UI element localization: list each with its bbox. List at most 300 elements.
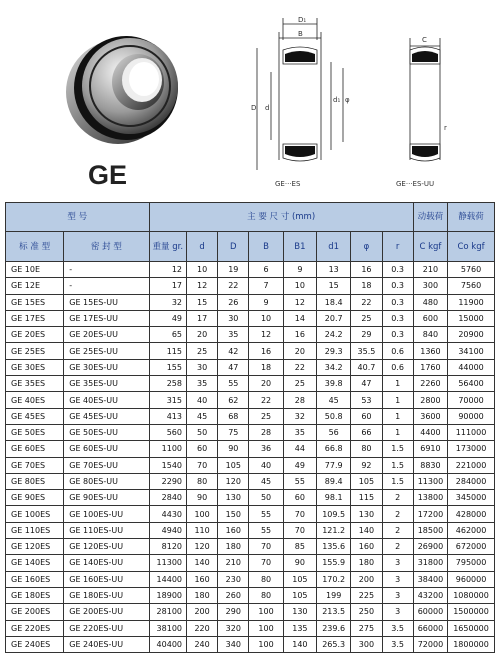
- cell-r: 2: [382, 539, 413, 555]
- table-row: [6, 571, 495, 587]
- dim-label-r: r: [444, 124, 447, 132]
- cell-r: 0.3: [382, 278, 413, 294]
- cell-std: GE 100ES: [6, 506, 64, 522]
- cell-co: 34100: [448, 343, 495, 359]
- cell-B1: 22: [283, 359, 316, 375]
- cell-D: 105: [218, 457, 249, 473]
- cell-d1: 213.5: [317, 604, 351, 620]
- cell-phi: 130: [351, 506, 382, 522]
- cell-B: 25: [249, 408, 283, 424]
- cell-c: 66000: [413, 620, 447, 636]
- cell-d1: 170.2: [317, 571, 351, 587]
- cell-phi: 35.5: [351, 343, 382, 359]
- cell-std: GE 10E: [6, 262, 64, 278]
- table-row: [6, 392, 495, 408]
- cell-d1: 239.6: [317, 620, 351, 636]
- cell-D: 26: [218, 294, 249, 310]
- cell-std: GE 180ES: [6, 587, 64, 603]
- cell-B: 18: [249, 359, 283, 375]
- cell-B: 20: [249, 376, 283, 392]
- cell-seal: GE 15ES-UU: [64, 294, 149, 310]
- cell-d1: 66.8: [317, 441, 351, 457]
- cell-d: 20: [187, 327, 218, 343]
- cell-B: 22: [249, 392, 283, 408]
- table-row: [6, 310, 495, 326]
- cell-B1: 70: [283, 522, 316, 538]
- cell-seal: GE 17ES-UU: [64, 310, 149, 326]
- cell-c: 6910: [413, 441, 447, 457]
- cell-std: GE 220ES: [6, 620, 64, 636]
- cell-d: 40: [187, 392, 218, 408]
- cell-w: 2290: [149, 473, 186, 489]
- table-row: [6, 604, 495, 620]
- cell-std: GE 12E: [6, 278, 64, 294]
- cell-co: 462000: [448, 522, 495, 538]
- cell-co: 20900: [448, 327, 495, 343]
- drawing-ge-es: [245, 10, 355, 190]
- table-row: [6, 522, 495, 538]
- cell-co: 795000: [448, 555, 495, 571]
- cell-d1: 50.8: [317, 408, 351, 424]
- table-row: [6, 278, 495, 294]
- cell-co: 1080000: [448, 587, 495, 603]
- cell-c: 1360: [413, 343, 447, 359]
- table-row: [6, 376, 495, 392]
- cell-D: 47: [218, 359, 249, 375]
- dim-label-b: B: [298, 30, 303, 38]
- col-B: B: [249, 232, 283, 262]
- cell-std: GE 90ES: [6, 490, 64, 506]
- cell-co: 221000: [448, 457, 495, 473]
- cell-B: 40: [249, 457, 283, 473]
- cell-D: 120: [218, 473, 249, 489]
- cell-co: 7560: [448, 278, 495, 294]
- bearing-photo: [60, 10, 190, 155]
- col-sealed: 密 封 型: [64, 232, 149, 262]
- cell-c: 38400: [413, 571, 447, 587]
- cell-B1: 70: [283, 506, 316, 522]
- cell-r: 3: [382, 571, 413, 587]
- cell-d: 50: [187, 424, 218, 440]
- cell-c: 13800: [413, 490, 447, 506]
- cell-seal: GE 45ES-UU: [64, 408, 149, 424]
- cell-std: GE 70ES: [6, 457, 64, 473]
- cell-phi: 66: [351, 424, 382, 440]
- cell-B1: 105: [283, 571, 316, 587]
- dim-label-phi: φ: [345, 96, 350, 104]
- cell-w: 8120: [149, 539, 186, 555]
- cell-w: 258: [149, 376, 186, 392]
- cell-B: 70: [249, 555, 283, 571]
- cell-d: 25: [187, 343, 218, 359]
- cell-d1: 199: [317, 587, 351, 603]
- cell-r: 1.5: [382, 441, 413, 457]
- cell-D: 320: [218, 620, 249, 636]
- cell-co: 1500000: [448, 604, 495, 620]
- cell-B1: 32: [283, 408, 316, 424]
- cell-co: 428000: [448, 506, 495, 522]
- cell-D: 30: [218, 310, 249, 326]
- table-row: [6, 620, 495, 636]
- cell-d: 100: [187, 506, 218, 522]
- cell-seal: GE 90ES-UU: [64, 490, 149, 506]
- cell-w: 38100: [149, 620, 186, 636]
- cell-B1: 25: [283, 376, 316, 392]
- cell-w: 2840: [149, 490, 186, 506]
- cell-std: GE 140ES: [6, 555, 64, 571]
- cell-d: 140: [187, 555, 218, 571]
- table-row: [6, 636, 495, 652]
- cell-seal: -: [64, 262, 149, 278]
- cell-std: GE 160ES: [6, 571, 64, 587]
- cell-phi: 115: [351, 490, 382, 506]
- cell-c: 2260: [413, 376, 447, 392]
- cell-B1: 55: [283, 473, 316, 489]
- table-row: [6, 441, 495, 457]
- cell-c: 300: [413, 278, 447, 294]
- cell-D: 62: [218, 392, 249, 408]
- cell-std: GE 110ES: [6, 522, 64, 538]
- cell-r: 2: [382, 522, 413, 538]
- cell-d1: 15: [317, 278, 351, 294]
- cell-w: 65: [149, 327, 186, 343]
- product-title: GE: [88, 160, 128, 190]
- cell-B1: 49: [283, 457, 316, 473]
- cell-w: 49: [149, 310, 186, 326]
- cell-r: 1.5: [382, 473, 413, 489]
- cell-d1: 77.9: [317, 457, 351, 473]
- cell-c: 11300: [413, 473, 447, 489]
- col-D: D: [218, 232, 249, 262]
- cell-d: 45: [187, 408, 218, 424]
- cell-w: 11300: [149, 555, 186, 571]
- cell-r: 2: [382, 490, 413, 506]
- cell-D: 260: [218, 587, 249, 603]
- cell-d: 60: [187, 441, 218, 457]
- cell-r: 0.3: [382, 294, 413, 310]
- cell-r: 1.5: [382, 457, 413, 473]
- cell-co: 111000: [448, 424, 495, 440]
- cell-d1: 56: [317, 424, 351, 440]
- cell-std: GE 60ES: [6, 441, 64, 457]
- cell-d: 17: [187, 310, 218, 326]
- cell-std: GE 35ES: [6, 376, 64, 392]
- cell-B: 28: [249, 424, 283, 440]
- cell-B: 55: [249, 522, 283, 538]
- cell-w: 1100: [149, 441, 186, 457]
- cell-phi: 29: [351, 327, 382, 343]
- cell-r: 0.3: [382, 262, 413, 278]
- table-row: [6, 539, 495, 555]
- cell-B1: 44: [283, 441, 316, 457]
- cell-D: 42: [218, 343, 249, 359]
- cell-seal: GE 20ES-UU: [64, 327, 149, 343]
- cell-w: 115: [149, 343, 186, 359]
- cell-co: 284000: [448, 473, 495, 489]
- table-row: [6, 490, 495, 506]
- cell-d: 110: [187, 522, 218, 538]
- cell-seal: GE 220ES-UU: [64, 620, 149, 636]
- table-row: [6, 327, 495, 343]
- cell-w: 413: [149, 408, 186, 424]
- cell-B1: 105: [283, 587, 316, 603]
- table-row: [6, 359, 495, 375]
- cell-co: 173000: [448, 441, 495, 457]
- cell-d1: 39.8: [317, 376, 351, 392]
- cell-d: 30: [187, 359, 218, 375]
- cell-d1: 20.7: [317, 310, 351, 326]
- cell-d: 180: [187, 587, 218, 603]
- cell-d1: 155.9: [317, 555, 351, 571]
- cell-B: 9: [249, 294, 283, 310]
- cell-phi: 22: [351, 294, 382, 310]
- dim-label-d1-top: D₁: [298, 16, 307, 24]
- cell-w: 4940: [149, 522, 186, 538]
- table-row: [6, 457, 495, 473]
- cell-c: 60000: [413, 604, 447, 620]
- cell-std: GE 25ES: [6, 343, 64, 359]
- cell-B1: 14: [283, 310, 316, 326]
- cell-r: 3: [382, 555, 413, 571]
- cell-B: 80: [249, 587, 283, 603]
- spec-table: [5, 202, 495, 653]
- cell-std: GE 45ES: [6, 408, 64, 424]
- cell-B1: 12: [283, 294, 316, 310]
- cell-seal: GE 120ES-UU: [64, 539, 149, 555]
- cell-B: 6: [249, 262, 283, 278]
- cell-B: 70: [249, 539, 283, 555]
- cell-w: 1540: [149, 457, 186, 473]
- cell-co: 15000: [448, 310, 495, 326]
- cell-r: 1: [382, 392, 413, 408]
- cell-B1: 90: [283, 555, 316, 571]
- cell-D: 210: [218, 555, 249, 571]
- cell-co: 56400: [448, 376, 495, 392]
- header-static-load: 静载荷: [448, 203, 495, 232]
- cell-seal: -: [64, 278, 149, 294]
- table-row: [6, 343, 495, 359]
- cell-B1: 85: [283, 539, 316, 555]
- cell-d: 120: [187, 539, 218, 555]
- cell-B: 100: [249, 604, 283, 620]
- cell-std: GE 15ES: [6, 294, 64, 310]
- cell-r: 2: [382, 506, 413, 522]
- cell-d1: 24.2: [317, 327, 351, 343]
- cell-c: 3600: [413, 408, 447, 424]
- cell-B1: 130: [283, 604, 316, 620]
- cell-w: 18900: [149, 587, 186, 603]
- cell-co: 672000: [448, 539, 495, 555]
- cell-r: 0.6: [382, 343, 413, 359]
- table-row: [6, 424, 495, 440]
- cell-co: 345000: [448, 490, 495, 506]
- cell-d1: 121.2: [317, 522, 351, 538]
- cell-B: 12: [249, 327, 283, 343]
- col-r: r: [382, 232, 413, 262]
- cell-phi: 200: [351, 571, 382, 587]
- cell-std: GE 80ES: [6, 473, 64, 489]
- cell-c: 840: [413, 327, 447, 343]
- cell-D: 340: [218, 636, 249, 652]
- cell-phi: 60: [351, 408, 382, 424]
- col-weight: 重量 gr.: [149, 232, 186, 262]
- cell-std: GE 30ES: [6, 359, 64, 375]
- cell-c: 210: [413, 262, 447, 278]
- cell-phi: 250: [351, 604, 382, 620]
- cell-r: 0.6: [382, 359, 413, 375]
- cell-seal: GE 200ES-UU: [64, 604, 149, 620]
- cell-r: 1: [382, 408, 413, 424]
- cell-D: 35: [218, 327, 249, 343]
- cell-D: 180: [218, 539, 249, 555]
- cell-std: GE 50ES: [6, 424, 64, 440]
- cell-B: 55: [249, 506, 283, 522]
- cell-phi: 300: [351, 636, 382, 652]
- cell-c: 480: [413, 294, 447, 310]
- cell-d: 15: [187, 294, 218, 310]
- cell-seal: GE 80ES-UU: [64, 473, 149, 489]
- cell-seal: GE 50ES-UU: [64, 424, 149, 440]
- cell-phi: 18: [351, 278, 382, 294]
- table-row: [6, 555, 495, 571]
- cell-d: 160: [187, 571, 218, 587]
- cell-seal: GE 60ES-UU: [64, 441, 149, 457]
- cell-d1: 34.2: [317, 359, 351, 375]
- cell-c: 43200: [413, 587, 447, 603]
- cell-r: 3: [382, 587, 413, 603]
- cell-co: 5760: [448, 262, 495, 278]
- cell-D: 55: [218, 376, 249, 392]
- cell-co: 44000: [448, 359, 495, 375]
- cell-d1: 109.5: [317, 506, 351, 522]
- cell-c: 72000: [413, 636, 447, 652]
- dim-label-c: C: [422, 36, 427, 44]
- cell-d: 35: [187, 376, 218, 392]
- cell-phi: 92: [351, 457, 382, 473]
- drawing-ge-es-uu: [388, 10, 468, 190]
- cell-r: 1: [382, 424, 413, 440]
- cell-B1: 35: [283, 424, 316, 440]
- cell-d: 220: [187, 620, 218, 636]
- cell-d1: 135.6: [317, 539, 351, 555]
- cell-w: 14400: [149, 571, 186, 587]
- cell-r: 3: [382, 604, 413, 620]
- col-phi: φ: [351, 232, 382, 262]
- cell-seal: GE 30ES-UU: [64, 359, 149, 375]
- header-dynamic-load: 动载荷: [413, 203, 447, 232]
- col-co: Co kgf: [448, 232, 495, 262]
- cell-B: 100: [249, 620, 283, 636]
- dim-label-D: D: [251, 104, 257, 112]
- cell-w: 32: [149, 294, 186, 310]
- cell-seal: GE 25ES-UU: [64, 343, 149, 359]
- cell-seal: GE 35ES-UU: [64, 376, 149, 392]
- cell-d: 200: [187, 604, 218, 620]
- cell-seal: GE 100ES-UU: [64, 506, 149, 522]
- cell-phi: 25: [351, 310, 382, 326]
- cell-c: 17200: [413, 506, 447, 522]
- cell-std: GE 20ES: [6, 327, 64, 343]
- cell-B1: 20: [283, 343, 316, 359]
- cell-phi: 105: [351, 473, 382, 489]
- cell-B: 50: [249, 490, 283, 506]
- cell-B1: 16: [283, 327, 316, 343]
- cell-B: 45: [249, 473, 283, 489]
- table-row: [6, 408, 495, 424]
- cell-w: 315: [149, 392, 186, 408]
- cell-w: 560: [149, 424, 186, 440]
- cell-phi: 16: [351, 262, 382, 278]
- cell-seal: GE 140ES-UU: [64, 555, 149, 571]
- col-c: C kgf: [413, 232, 447, 262]
- cell-seal: GE 40ES-UU: [64, 392, 149, 408]
- table-row: [6, 294, 495, 310]
- col-d: d: [187, 232, 218, 262]
- cell-w: 17: [149, 278, 186, 294]
- cell-D: 160: [218, 522, 249, 538]
- cell-phi: 140: [351, 522, 382, 538]
- cell-seal: GE 180ES-UU: [64, 587, 149, 603]
- cell-seal: GE 70ES-UU: [64, 457, 149, 473]
- cell-co: 960000: [448, 571, 495, 587]
- product-header: [0, 0, 500, 202]
- cell-seal: GE 240ES-UU: [64, 636, 149, 652]
- cell-B: 80: [249, 571, 283, 587]
- cell-B: 16: [249, 343, 283, 359]
- table-row: [6, 262, 495, 278]
- cell-B: 7: [249, 278, 283, 294]
- cell-c: 1760: [413, 359, 447, 375]
- cell-phi: 275: [351, 620, 382, 636]
- cell-seal: GE 110ES-UU: [64, 522, 149, 538]
- cell-w: 40400: [149, 636, 186, 652]
- cell-d: 70: [187, 457, 218, 473]
- cell-seal: GE 160ES-UU: [64, 571, 149, 587]
- cell-std: GE 120ES: [6, 539, 64, 555]
- cell-D: 130: [218, 490, 249, 506]
- cell-d: 80: [187, 473, 218, 489]
- cell-co: 90000: [448, 408, 495, 424]
- cell-d1: 29.3: [317, 343, 351, 359]
- cell-c: 600: [413, 310, 447, 326]
- caption-ge-es: GE···ES: [275, 180, 301, 188]
- cell-std: GE 200ES: [6, 604, 64, 620]
- cell-c: 8830: [413, 457, 447, 473]
- cell-B: 10: [249, 310, 283, 326]
- col-d1: d1: [317, 232, 351, 262]
- cell-d: 240: [187, 636, 218, 652]
- table-row: [6, 473, 495, 489]
- cell-r: 3.5: [382, 636, 413, 652]
- cell-c: 26900: [413, 539, 447, 555]
- cell-d1: 265.3: [317, 636, 351, 652]
- cell-c: 31800: [413, 555, 447, 571]
- cell-B1: 28: [283, 392, 316, 408]
- cell-D: 19: [218, 262, 249, 278]
- cell-D: 230: [218, 571, 249, 587]
- cell-phi: 225: [351, 587, 382, 603]
- cell-co: 1650000: [448, 620, 495, 636]
- cell-B1: 9: [283, 262, 316, 278]
- cell-phi: 47: [351, 376, 382, 392]
- table-body: [6, 262, 495, 653]
- cell-c: 2800: [413, 392, 447, 408]
- cell-d1: 13: [317, 262, 351, 278]
- cell-d1: 18.4: [317, 294, 351, 310]
- cell-D: 22: [218, 278, 249, 294]
- table-row: [6, 587, 495, 603]
- cell-r: 3.5: [382, 620, 413, 636]
